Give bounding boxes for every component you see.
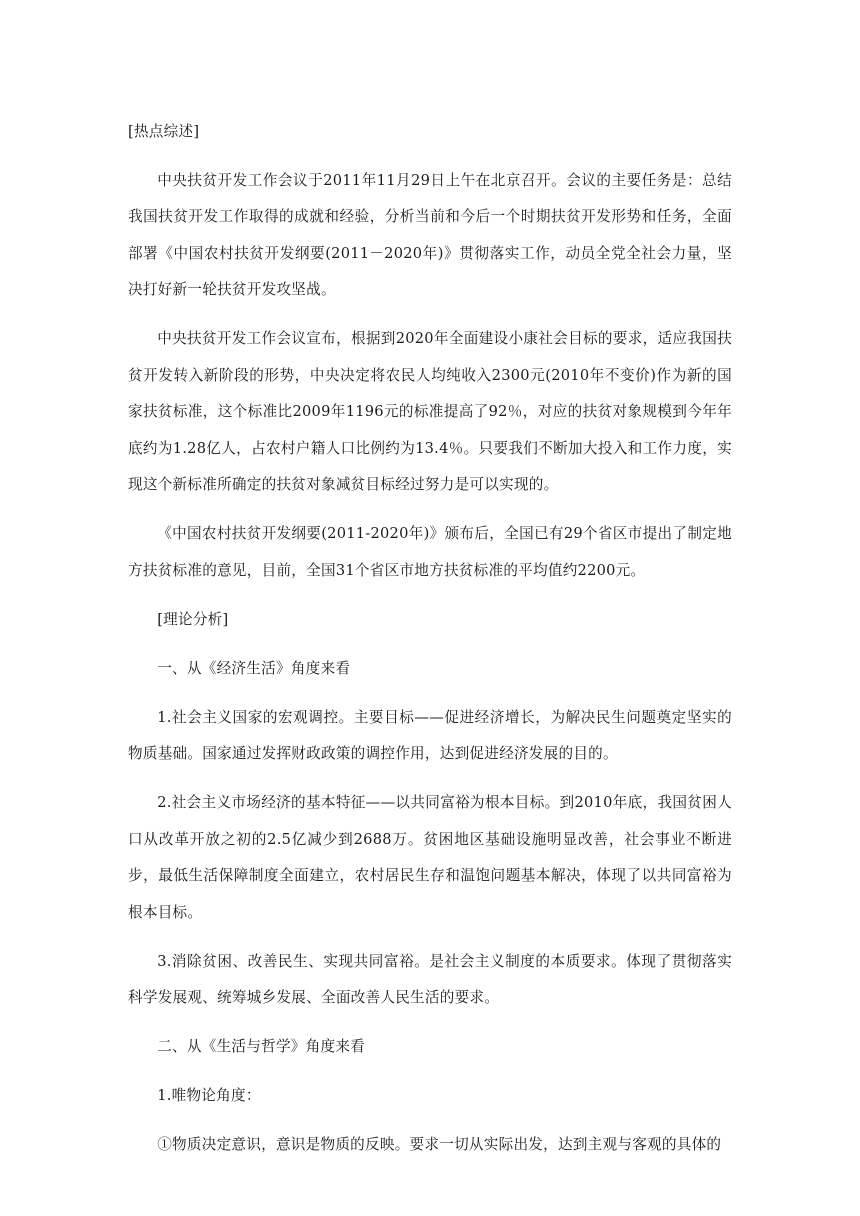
paragraph-poverty-standard: 中央扶贫开发工作会议宣布，根据到2020年全面建设小康社会目标的要求，适应我国扶贫开发转入新阶段的形势，中央决定将农民人均纯收入2300元(2010年不变价)作为新的国家扶贫标准，这个标准比2009年1196元的标准提高了92％，对应的扶贫对象规模到今年年底约为1.28亿人，占农村户籍人口比例约为13.4％。只要我们不断加大投入和工作力度，实现这个新标准所确定的扶贫对象减贫目标经过努力是可以实现的。 — [128, 330, 732, 493]
list-item-common-prosperity: 3.消除贫困、改善民生、实现共同富裕。是社会主义制度的本质要求。体现了贯彻落实科学发展观、统筹城乡发展、全面改善人民生活的要求。 — [128, 952, 732, 1006]
section-heading-hot-topic: [热点综述] — [128, 123, 200, 140]
section-heading-theory: [理论分析] — [157, 610, 229, 628]
paragraph-meeting-overview: 中央扶贫开发工作会议于2011年11月29日上午在北京召开。会议的主要任务是：总结我国扶贫开发工作取得的成就和经验，分析当前和今后一个时期扶贫开发形势和任务，全面部署《中国农村扶贫开发纲要(2011－2020年)》贯彻落实工作，动员全党全社会力量，坚决打好新一轮扶贫开发攻坚战。 — [128, 171, 732, 298]
subheading-economic-life: 一、从《经济生活》角度来看 — [157, 659, 351, 677]
list-item-materialism: 1.唯物论角度： — [157, 1087, 261, 1104]
list-item-matter-consciousness: ①物质决定意识，意识是物质的反映。要求一切从实际出发，达到主观与客观的具体的 — [157, 1136, 722, 1153]
list-item-market-economy: 2.社会主义市场经济的基本特征——以共同富裕为根本目标。到2010年底，我国贫困人口从改革开放之初的2.5亿减少到2688万。贫困地区基础设施明显改善，社会事业不断进步，最低生活保障制度全面建立，农村居民生存和温饱问题基本解决，体现了以共同富裕为根本目标。 — [128, 794, 732, 921]
paragraph-local-standards: 《中国农村扶贫开发纲要(2011-2020年)》颁布后，全国已有29个省区市提出了制定地方扶贫标准的意见，目前，全国31个省区市地方扶贫标准的平均值约2200元。 — [128, 525, 732, 579]
list-item-macro-control: 1.社会主义国家的宏观调控。主要目标——促进经济增长，为解决民生问题奠定坚实的物质基础。国家通过发挥财政政策的调控作用，达到促进经济发展的目的。 — [128, 708, 732, 762]
subheading-philosophy: 二、从《生活与哲学》角度来看 — [157, 1038, 366, 1055]
